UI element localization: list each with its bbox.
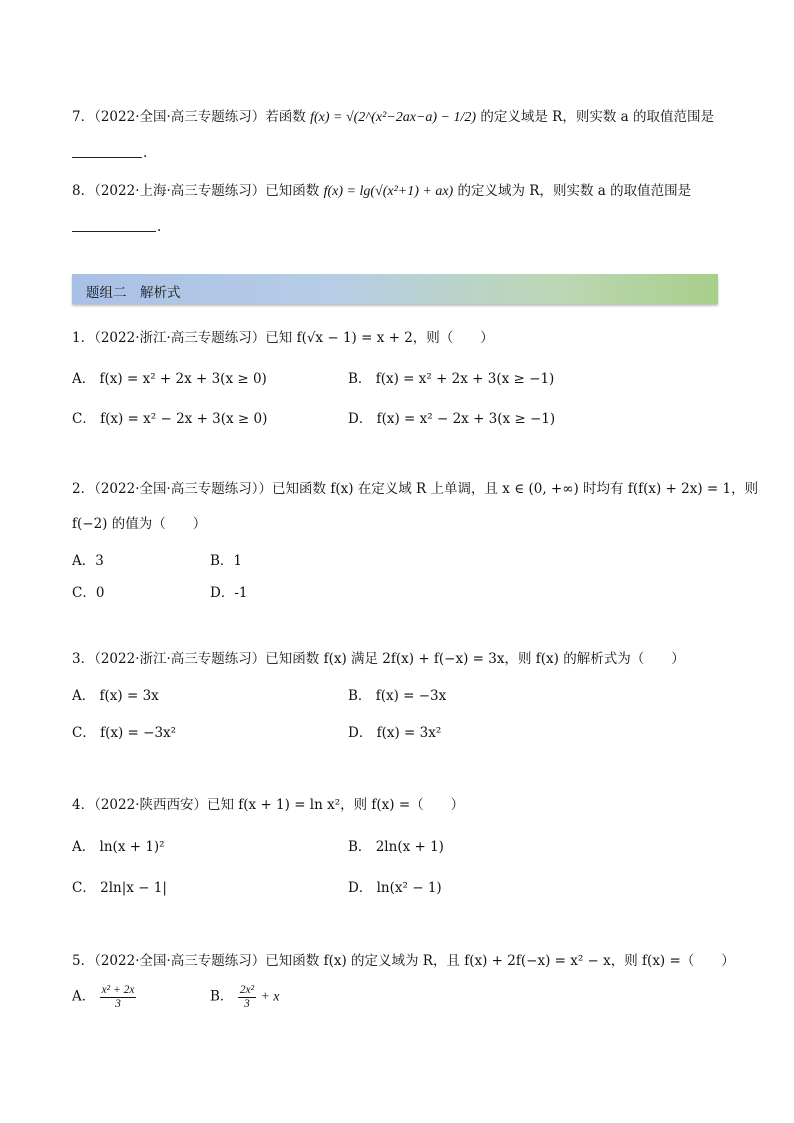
p1-option-c[interactable]: C． f(x) = x² − 2x + 3(x ≥ 0)	[72, 411, 268, 427]
p2-option-d[interactable]: D．-1	[210, 585, 248, 601]
p5-option-a-fraction	[100, 984, 137, 1010]
q7-prefix: 7．（2022·全国·高三专题练习）若函数	[72, 109, 306, 125]
question-7-stem	[72, 105, 714, 126]
p5-option-a-numerator: x² + 2x	[101, 984, 135, 996]
problem-2-stem: 2．（2022·全国·高三专题练习））已知函数 f(x) 在定义域 R 上单调，且 x ∈ (0, +∞) 时均有 f(f(x) + 2x) = 1，则	[72, 481, 759, 497]
problem-3-stem: 3．（2022·浙江·高三专题练习）已知函数 f(x) 满足 2f(x) + f(−x) = 3x，则 f(x) 的解析式为（ ）	[72, 651, 685, 667]
p5-option-b-numerator: 2x²	[239, 984, 255, 996]
p5-option-b-fraction	[238, 984, 256, 1010]
p5-option-b-denominator: 3	[244, 997, 250, 1010]
problem-1-stem: 1．（2022·浙江·高三专题练习）已知 f(√x − 1) = x + 2，则（ ）	[72, 330, 494, 346]
section-title: 题组二 解析式	[86, 285, 181, 301]
q8-suffix: 的定义域为 R，则实数 a 的取值范围是	[457, 183, 692, 199]
q8-formula: f(x) = lg(√(x²+1) + ax)	[323, 184, 454, 199]
p3-option-a[interactable]: A． f(x) = 3x	[72, 688, 159, 704]
p3-option-d[interactable]: D． f(x) = 3x²	[348, 725, 442, 741]
question-8-stem	[72, 179, 691, 200]
p5-option-a[interactable]	[72, 984, 136, 1010]
p5-option-b-tail: + x	[260, 989, 280, 1005]
p4-option-d[interactable]: D． ln(x² − 1)	[348, 880, 442, 896]
problem-5-stem: 5．（2022·全国·高三专题练习）已知函数 f(x) 的定义域为 R，且 f(x) + 2f(−x) = x² − x，则 f(x) =（ ）	[72, 953, 735, 969]
q7-suffix: 的定义域是 R，则实数 a 的取值范围是	[480, 109, 714, 125]
p3-option-b[interactable]: B． f(x) = −3x	[348, 688, 447, 704]
p4-option-c[interactable]: C． 2ln|x − 1|	[72, 880, 167, 896]
p5-option-b[interactable]	[210, 984, 280, 1010]
p4-option-b[interactable]: B． 2ln(x + 1)	[348, 839, 444, 855]
problem-2-stem-line2: f(−2) 的值为（ ）	[72, 516, 207, 532]
p2-option-b[interactable]: B．1	[210, 553, 243, 569]
p5-option-a-label: A．	[72, 988, 96, 1005]
p1-option-d[interactable]: D． f(x) = x² − 2x + 3(x ≥ −1)	[348, 411, 556, 427]
q7-formula: f(x) = √(2^(x²−2ax−a) − 1/2)	[310, 110, 477, 125]
q7-period: .	[143, 145, 148, 161]
p1-option-a[interactable]: A． f(x) = x² + 2x + 3(x ≥ 0)	[72, 371, 267, 387]
problem-4-stem: 4．（2022·陕西西安）已知 f(x + 1) = ln x²，则 f(x) =（ ）	[72, 797, 465, 813]
q8-prefix: 8．（2022·上海·高三专题练习）已知函数	[72, 183, 320, 199]
p4-option-a[interactable]: A． ln(x + 1)²	[72, 839, 165, 855]
q8-answer-blank[interactable]	[72, 231, 156, 232]
p1-option-b[interactable]: B． f(x) = x² + 2x + 3(x ≥ −1)	[348, 371, 555, 387]
p5-option-a-denominator: 3	[115, 997, 121, 1010]
p5-option-b-label: B．	[210, 988, 234, 1005]
q8-period: .	[157, 219, 162, 235]
p3-option-c[interactable]: C． f(x) = −3x²	[72, 725, 177, 741]
p2-option-c[interactable]: C．0	[72, 585, 105, 601]
p2-option-a[interactable]: A．3	[72, 553, 104, 569]
q7-answer-blank[interactable]	[72, 157, 142, 158]
